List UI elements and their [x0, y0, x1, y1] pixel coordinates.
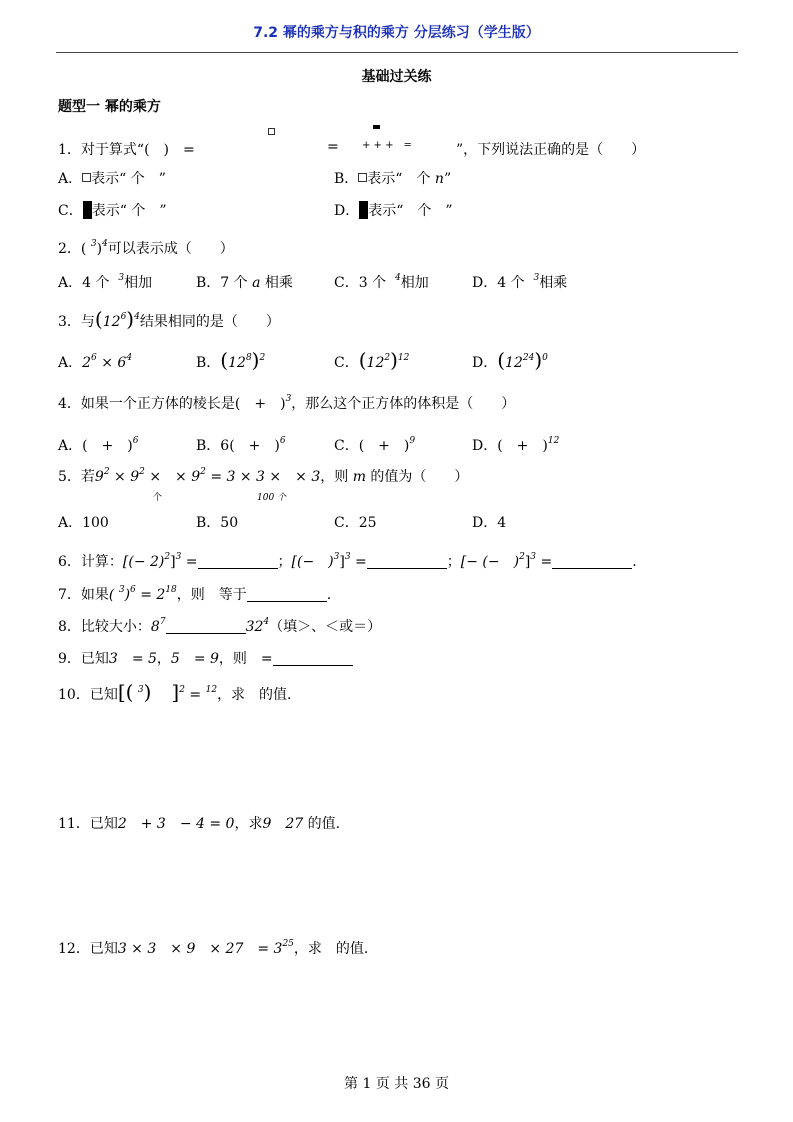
q6-answer-blank-3[interactable] [552, 554, 632, 569]
question-7-stem [58, 584, 331, 604]
q9-answer-blank[interactable] [273, 651, 353, 666]
q3-option-d-label: D． [472, 355, 498, 371]
header-divider [56, 52, 738, 53]
q3-option-a-label: A． [58, 355, 83, 371]
q5-note-100: 100 个 [257, 493, 287, 503]
q2-option-a-sup: 3 [118, 273, 125, 283]
q10-expr-2-sup: 12 [205, 685, 218, 695]
q4-option-a[interactable] [58, 435, 139, 455]
q7-expr: ( [108, 587, 115, 603]
q5-option-d[interactable]: D．4 [472, 515, 507, 531]
q12-sup: 25 [282, 939, 294, 949]
q1-stem-part-b: = [327, 139, 339, 155]
q4-option-d[interactable] [472, 435, 559, 455]
black-block-icon [83, 201, 92, 219]
q2-option-c-sup: 4 [394, 273, 401, 283]
q4-option-a-sup: 6 [132, 436, 139, 446]
q1-option-d-label: D． [334, 203, 360, 219]
q9-expr-2: 5 = 9 [170, 651, 219, 667]
q5-stem-part-e: ，则 [320, 469, 349, 485]
q9-sep: ， [156, 651, 171, 667]
q9-stem-part-b: ，则 = [218, 651, 273, 667]
q5-option-b[interactable]: B．50 [196, 515, 239, 531]
q6-answer-blank-2[interactable] [367, 554, 447, 569]
q3-option-d[interactable]: D．$(12^{24})^0$ [472, 348, 548, 372]
question-8-stem [58, 616, 381, 636]
q1-option-d[interactable] [334, 200, 453, 220]
q3-option-a-times: × 6 [101, 355, 127, 371]
q7-expr-b: ) [124, 587, 131, 603]
q6-expr-2-sup: 3 [333, 552, 340, 562]
q3-option-c-sup-2: 12 [397, 353, 410, 363]
q1-option-c-label: C． [58, 203, 83, 219]
q5-stem-part-b: × 9 [114, 469, 140, 485]
q1-option-b[interactable] [334, 168, 451, 188]
q6-expr-3: [− (− ) [460, 554, 520, 570]
q7-expr-c: = 2 [140, 587, 166, 603]
question-12-stem [58, 938, 368, 958]
q2-option-a[interactable] [58, 272, 152, 292]
q1-option-b-text: 表示“ 个 [367, 171, 431, 187]
question-type-title: 题型一 幂的乘方 [58, 99, 161, 115]
q8-base-2: 32 [245, 619, 264, 635]
q3-stem-part-a: 3．与 [58, 314, 95, 330]
document-header-title: 7.2 幂的乘方与积的乘方 分层练习（学生版） [253, 25, 540, 41]
q6-eq-1: = [185, 554, 198, 570]
question-11-stem [58, 813, 340, 833]
q4-option-c[interactable] [334, 435, 415, 455]
q10-stem-part-a: 10．已知 [58, 687, 118, 703]
q4-option-a-text: A．( + ) [58, 438, 133, 454]
q6-answer-blank-1[interactable] [198, 554, 278, 569]
q2-stem-part-c: 可以表示成（ ） [107, 241, 234, 257]
q1-stem-part-d: ”，下列说法正确的是（ ） [456, 142, 646, 158]
q4-stem-part-a: 4．如果一个正方体的棱长是( + ) [58, 396, 286, 412]
q12-expr: 3 × 3 × 9 × 27 = 3 [117, 941, 283, 957]
q1-stem-eq [327, 139, 339, 155]
q2-option-d-text: D．4 个 [472, 275, 525, 291]
q5-sup: 2 [103, 467, 110, 477]
q1-option-c-text: 表示“ 个 ” [91, 203, 167, 219]
q2-option-d-sup: 3 [533, 273, 540, 283]
q1-option-c[interactable] [58, 200, 166, 220]
question-10-stem [58, 680, 292, 704]
q2-option-a-text: A．4 个 [58, 275, 110, 291]
q2-option-b-text: B．7 个 [196, 275, 248, 291]
q3-option-a-sup-1: 6 [91, 353, 97, 363]
q4-option-b[interactable] [196, 435, 286, 455]
page-footer: 第 1 页 共 36 页 [344, 1076, 449, 1092]
question-1-stem [58, 139, 195, 159]
q3-sup-1: 6 [120, 312, 127, 322]
q7-sup-3: 18 [165, 585, 177, 595]
q3-option-c-label: C． [334, 355, 359, 371]
q1-option-a-text: 表示“ 个 ” [91, 171, 166, 187]
q8-base-2-sup: 4 [263, 617, 270, 627]
q5-stem-part-f: 的值为（ ） [370, 469, 469, 485]
q11-stem-part-a: 11．已知 [58, 816, 118, 832]
q6-expr-1-sup2: 3 [175, 552, 182, 562]
q5-option-c[interactable]: C．25 [334, 515, 377, 531]
q3-stem-part-b: 结果相同的是（ ） [139, 314, 280, 330]
q10-expr-1-sup: 3 [137, 685, 144, 695]
q6-expr-3-end: ] [524, 554, 531, 570]
q3-option-c-base: 12 [366, 355, 385, 371]
q2-option-a-end: 相加 [124, 275, 153, 291]
q9-stem-part-a: 9．已知 [58, 651, 109, 667]
q5-stem-part-a: 5．若 [58, 469, 95, 485]
q1-option-a[interactable] [58, 168, 166, 188]
q8-stem-part-b: （填＞、＜或＝） [269, 619, 382, 635]
q3-base: 12 [102, 314, 121, 330]
q9-expr-1: 3 = 5 [108, 651, 157, 667]
q10-expr-1-sup2: 2 [179, 685, 185, 695]
q1-stem-part-a: 1．对于算式“( ) = [58, 142, 195, 158]
question-9-stem [58, 648, 353, 668]
q5-stem-part-c: × × 9 [149, 469, 201, 485]
question-6-stem: 6．计算：[(− 2)$^2$]$^3$ = ；[(− )$^3$]$^3$ = ；[− (− )$^2$]$^3$ = . [58, 552, 637, 570]
q3-option-a-base: 2 [82, 355, 92, 371]
q3-sup-2: 4 [134, 312, 140, 322]
q12-stem-part-b: ，求 的值. [293, 941, 369, 957]
black-block-icon [359, 201, 368, 219]
q2-option-d[interactable] [472, 272, 567, 292]
section-title: 基础过关练 [361, 69, 432, 85]
q2-option-b-var: a [252, 275, 261, 291]
q1-small-block-icon [373, 125, 380, 129]
square-icon [358, 173, 367, 182]
q4-option-b-text: B．6( + ) [196, 438, 280, 454]
q6-expr-1: [(− 2) [122, 554, 165, 570]
q6-stem-part-a: 6．计算： [58, 554, 123, 570]
q3-option-b-sup-1: 8 [245, 353, 252, 363]
q2-stem-part-a: 2．( [58, 241, 87, 257]
q3-option-d-sup-2: 0 [542, 353, 548, 363]
q8-base-1: 8 [150, 619, 160, 635]
q5-note-count: 个 [153, 493, 163, 503]
q8-answer-blank[interactable] [166, 619, 246, 634]
q11-expr-2: 9 27 [262, 816, 304, 832]
q1-option-d-text: 表示“ 个 ” [368, 203, 453, 219]
q2-option-d-end: 相乘 [539, 275, 568, 291]
q1-option-b-label: B． [334, 171, 359, 187]
q6-expr-3-sup: 2 [519, 552, 525, 562]
q12-stem-part-a: 12．已知 [58, 941, 118, 957]
q2-option-c[interactable] [334, 272, 429, 292]
q1-stem-plus [362, 136, 412, 151]
q5-stem-part-d: = 3 × 3 × × 3 [210, 469, 321, 485]
q6-expr-2: [(− ) [291, 554, 334, 570]
q6-expr-2-end: ] [339, 554, 345, 570]
question-5-stem: 5．若$9^2 \times 9^2$ × × $9^2 = 3 \times 3$ × × 3，则 m 的值为（ ） [58, 467, 469, 485]
q4-option-d-sup: 12 [547, 436, 560, 446]
q4-option-d-text: D．( + ) [472, 438, 548, 454]
q2-sup-2: 4 [102, 239, 108, 249]
q11-expr: 2 + 3 − 4 = 0 [117, 816, 235, 832]
q6-expr-1-end: ] [170, 554, 176, 570]
q1-option-b-var: n [434, 171, 444, 187]
q7-end: . [326, 587, 332, 603]
q5-expr: 9 [94, 469, 104, 485]
q1-option-b-end: ” [443, 171, 452, 187]
q3-option-b-label: B． [196, 355, 221, 371]
q7-stem-part-a: 7．如果 [58, 587, 109, 603]
q1-stem-part-c: + + + = [362, 140, 412, 151]
q3-option-b-sup-2: 2 [259, 353, 266, 363]
q10-expr-2: = [189, 687, 202, 703]
q3-option-a[interactable] [58, 352, 132, 372]
q6-expr-2-sup2: 3 [344, 552, 351, 562]
square-icon [82, 173, 91, 182]
q10-expr-1-end: ) ] [143, 680, 180, 704]
q6-end: . [632, 554, 637, 570]
q11-stem-part-b: ，求 [234, 816, 263, 832]
question-4-stem [58, 393, 515, 413]
q6-expr-3-sup2: 3 [530, 552, 537, 562]
q2-option-b[interactable] [196, 272, 293, 292]
q3-option-b[interactable]: B．$(12^8)^2$ [196, 348, 266, 372]
q8-base-1-sup: 7 [159, 617, 166, 627]
q2-option-b-end: 相乘 [264, 275, 293, 291]
q3-option-d-sup-1: 24 [522, 353, 535, 363]
q2-option-c-text: C．3 个 [334, 275, 387, 291]
q4-option-c-sup: 9 [409, 436, 416, 446]
q6-expr-1-sup: 2 [164, 552, 171, 562]
q4-option-b-sup: 6 [279, 436, 286, 446]
q2-option-c-end: 相加 [400, 275, 429, 291]
q7-sup-1: 3 [118, 585, 125, 595]
q8-stem-part-a: 8．比较大小： [58, 619, 151, 635]
q3-option-b-base: 12 [228, 355, 246, 371]
question-2-stem [58, 238, 234, 258]
q5-var: m [352, 469, 366, 485]
q10-stem-part-b: ，求 的值. [217, 687, 292, 703]
q3-option-c-sup-1: 2 [384, 353, 391, 363]
q4-sup: 3 [285, 394, 292, 404]
q11-stem-part-c: 的值. [307, 816, 341, 832]
q5-option-a[interactable]: A．100 [58, 515, 109, 531]
q2-sup-1: 3 [90, 239, 97, 249]
question-3-stem: 3．与$(12^6)^4$结果相同的是（ ） [58, 307, 280, 331]
q3-option-c[interactable]: C．$(12^2)^{12}$ [334, 348, 410, 372]
q7-answer-blank[interactable] [247, 587, 327, 602]
q4-stem-part-b: ，那么这个正方体的体积是（ ） [291, 396, 516, 412]
q1-stem-end [456, 139, 645, 159]
q7-sup-2: 6 [130, 585, 136, 595]
q2-stem-part-b: ) [96, 241, 103, 257]
q3-option-a-sup-2: 4 [126, 353, 133, 363]
q1-option-a-label: A． [58, 171, 83, 187]
q4-option-c-text: C．( + ) [334, 438, 410, 454]
q7-stem-part-b: ，则 等于 [176, 587, 247, 603]
q1-small-square-icon [268, 124, 275, 140]
q6-sep-1: ； [277, 554, 292, 570]
q3-option-d-base: 12 [505, 355, 523, 371]
q10-expr-1: [( [117, 680, 134, 704]
